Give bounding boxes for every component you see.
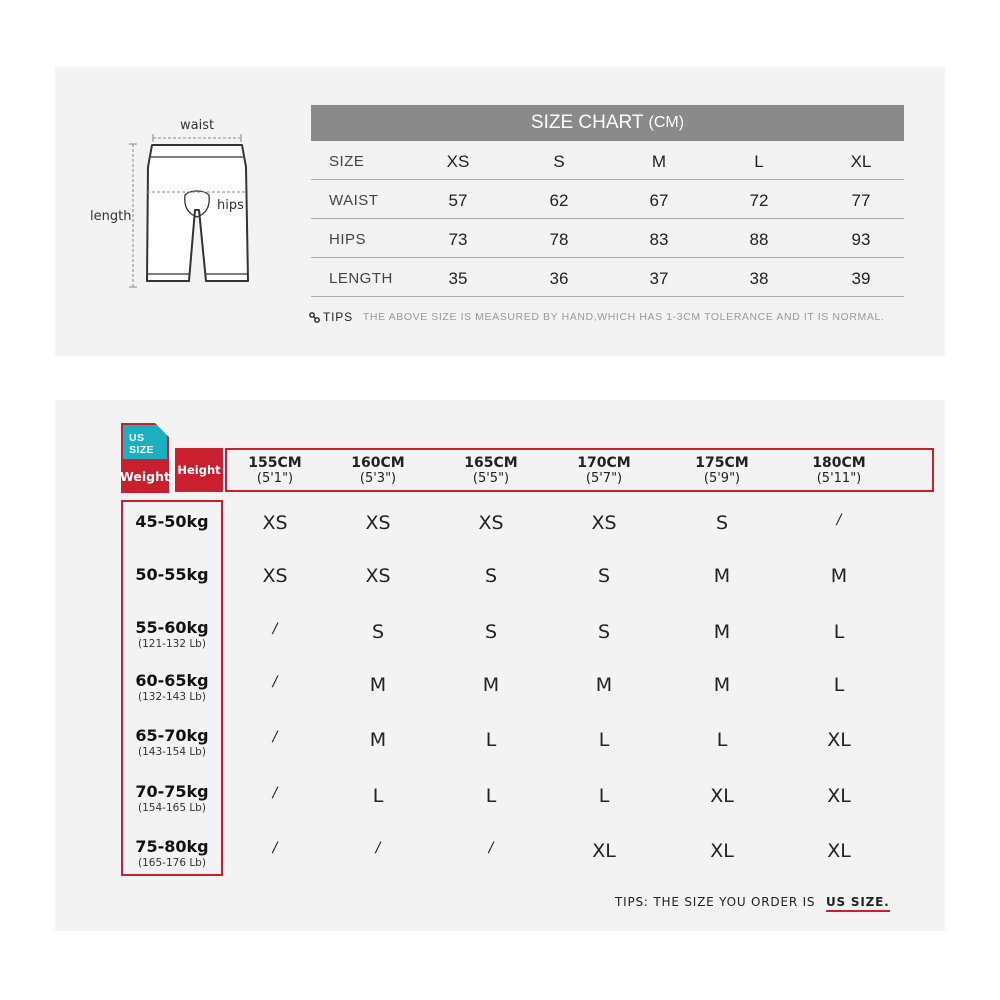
size-chart-row (311, 258, 904, 297)
weight-kg: 60-65kg (135, 671, 209, 690)
size-chart-cell: 78 (549, 230, 569, 249)
size-chart-cell: 62 (549, 191, 569, 210)
height-cm: 180CM (812, 455, 866, 471)
size-chart-cell: 57 (448, 191, 468, 210)
size-cell: S (484, 621, 498, 643)
length-label: length (90, 209, 132, 224)
size-chart-unit: (CM) (648, 114, 685, 131)
waist-label: waist (180, 118, 215, 133)
shorts-diagram (55, 67, 305, 356)
size-cell: XL (827, 729, 851, 751)
size-cell: / (272, 674, 278, 690)
weight-lb: (132-143 Lb) (138, 691, 206, 703)
weight-kg: 70-75kg (135, 782, 209, 801)
size-cell: M (713, 621, 731, 643)
height-cm: 175CM (695, 455, 749, 471)
size-cell: XL (592, 840, 616, 862)
size-cell: M (830, 565, 848, 587)
size-cell: M (482, 674, 500, 696)
weight-kg: 65-70kg (135, 726, 209, 745)
weight-row-label (123, 566, 221, 584)
size-chart-cell: 77 (851, 191, 871, 210)
size-chart-cell: L (754, 152, 764, 171)
size-cell: XL (827, 785, 851, 807)
tips-text: THE ABOVE SIZE IS MEASURED BY HAND,WHICH HAS 1-3CM TOLERANCE AND IT IS NORMAL. (362, 311, 885, 323)
size-chart-cell: 39 (851, 269, 871, 288)
weight-row-label (123, 513, 221, 531)
size-cell: S (371, 621, 385, 643)
hips-label: hips (217, 198, 244, 213)
weight-row-label (123, 619, 221, 651)
size-chart-cell: 72 (749, 191, 769, 210)
size-cell: L (372, 785, 384, 807)
size-cell: / (272, 621, 278, 637)
tips-note (309, 310, 884, 324)
size-cell: M (369, 674, 387, 696)
size-cell: L (485, 729, 497, 751)
weight-kg: 50-55kg (135, 565, 209, 584)
size-cell: XS (262, 512, 288, 534)
size-chart-panel (55, 67, 945, 356)
weight-lb: (154-165 Lb) (138, 802, 206, 814)
size-chart-cell: 93 (851, 230, 871, 249)
size-chart-cell: 67 (649, 191, 669, 210)
height-column-header (784, 455, 894, 487)
size-cell: L (598, 785, 610, 807)
height-column-header (667, 455, 777, 487)
weight-lb: (165-176 Lb) (138, 857, 206, 869)
height-cm: 165CM (464, 455, 518, 471)
size-cell: / (836, 512, 842, 528)
size-cell: / (488, 840, 494, 856)
height-ft: (5'5") (472, 471, 510, 486)
size-chart-cell: XL (850, 152, 872, 171)
size-chart-row (311, 219, 904, 258)
size-chart-cell: S (553, 152, 565, 171)
size-cell: XS (262, 565, 288, 587)
size-cell: XS (365, 512, 391, 534)
size-cell: XS (365, 565, 391, 587)
size-cell: M (369, 729, 387, 751)
weight-kg: 55-60kg (135, 618, 209, 637)
size-cell: / (272, 729, 278, 745)
size-cell: S (715, 512, 729, 534)
size-cell: M (595, 674, 613, 696)
height-ft: (5'1") (256, 471, 294, 486)
size-chart-row-label: HIPS (329, 231, 367, 248)
weight-lb: (143-154 Lb) (138, 746, 206, 758)
size-cell: L (833, 674, 845, 696)
link-icon (309, 312, 320, 323)
size-chart-cell: 88 (749, 230, 769, 249)
size-chart-title-text: SIZE CHART (530, 112, 644, 133)
size-cell: XS (591, 512, 617, 534)
size-chart-row-label: LENGTH (329, 270, 393, 287)
size-chart-cell: XS (446, 152, 470, 171)
weight-kg: 45-50kg (135, 512, 209, 531)
height-header: Height (175, 448, 223, 492)
tips-label: TIPS (323, 310, 353, 324)
size-cell: XL (827, 840, 851, 862)
height-column-header (436, 455, 546, 487)
size-cell: S (484, 565, 498, 587)
size-chart-row-label: SIZE (329, 153, 365, 170)
size-cell: XL (710, 785, 734, 807)
weight-kg: 75-80kg (135, 837, 209, 856)
size-cell: XL (710, 840, 734, 862)
size-cell: / (272, 840, 278, 856)
size-cell: XS (478, 512, 504, 534)
size-cell: L (485, 785, 497, 807)
size-chart-cell: M (651, 152, 667, 171)
size-cell: S (597, 621, 611, 643)
size-cell: L (598, 729, 610, 751)
size-chart-cell: 36 (549, 269, 569, 288)
weight-lb: (121-132 Lb) (138, 638, 206, 650)
height-column-header (323, 455, 433, 487)
height-ft: (5'3") (359, 471, 397, 486)
size-chart-cell: 38 (749, 269, 769, 288)
us-size-panel (55, 400, 945, 931)
size-chart-table (311, 141, 904, 297)
size-chart-row (311, 141, 904, 180)
weight-row-label (123, 838, 221, 870)
us-size-tip-emphasis: US SIZE. (826, 895, 890, 912)
size-cell: / (272, 785, 278, 801)
size-chart-cell: 35 (448, 269, 468, 288)
tab-fold-corner (155, 423, 169, 437)
size-chart-cell: 73 (448, 230, 468, 249)
size-chart-row (311, 180, 904, 219)
weight-row-label (123, 727, 221, 759)
size-chart-cell: 37 (649, 269, 669, 288)
height-column-header (220, 455, 330, 487)
size-cell: L (833, 621, 845, 643)
size-chart-row-label: WAIST (329, 192, 379, 209)
us-size-tab: US SIZE (121, 423, 169, 461)
height-ft: (5'7") (585, 471, 623, 486)
height-cm: 155CM (248, 455, 302, 471)
size-cell: M (713, 674, 731, 696)
weight-column (121, 500, 223, 876)
height-cm: 160CM (351, 455, 405, 471)
size-cell: S (597, 565, 611, 587)
size-cell: L (716, 729, 728, 751)
size-cell: M (713, 565, 731, 587)
height-row (225, 448, 934, 492)
us-size-tip-text: TIPS: THE SIZE YOU ORDER IS (615, 895, 816, 909)
weight-row-label (123, 783, 221, 815)
height-cm: 170CM (577, 455, 631, 471)
weight-header: Weight (121, 459, 169, 493)
size-chart-title (311, 105, 904, 141)
size-chart-cell: 83 (649, 230, 669, 249)
height-ft: (5'11") (816, 471, 862, 486)
weight-row-label (123, 672, 221, 704)
us-size-tip (615, 895, 890, 909)
size-cell: / (375, 840, 381, 856)
height-ft: (5'9") (703, 471, 741, 486)
height-column-header (549, 455, 659, 487)
